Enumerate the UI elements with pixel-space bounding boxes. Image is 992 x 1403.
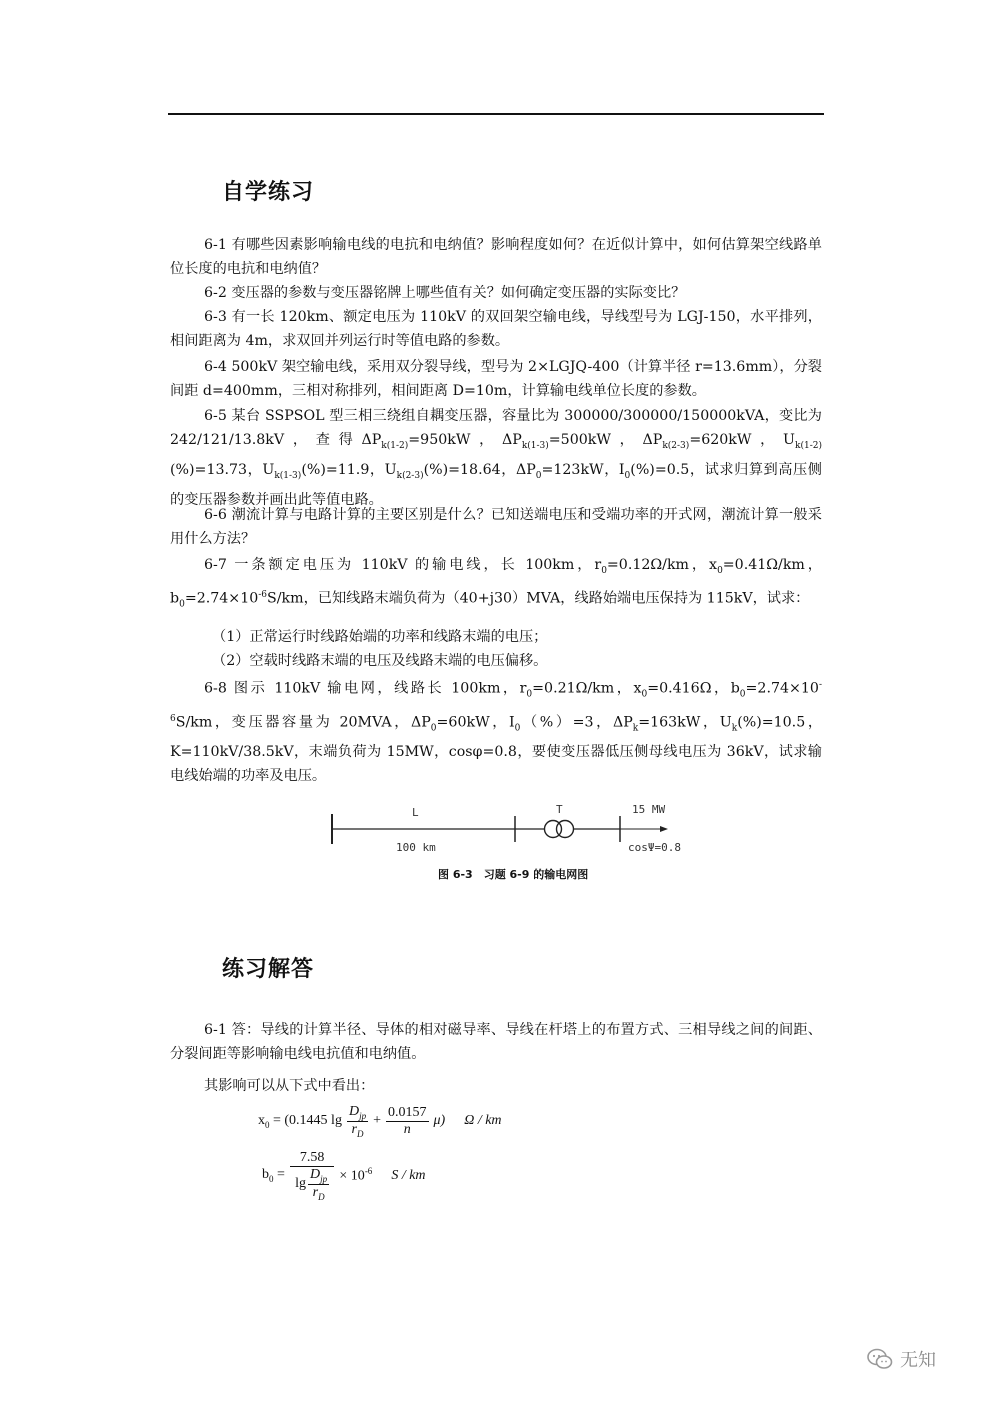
transmission-network-diagram	[320, 796, 700, 860]
question-6-6: 6-6 潮流计算与电路计算的主要区别是什么？已知送端电压和受端功率的开式网，潮流计算一般采用什么方法？	[170, 507, 822, 547]
wechat-icon	[866, 1347, 894, 1371]
question-6-7-part-1: （1）正常运行时线路始端的功率和线路末端的电压；	[212, 629, 548, 645]
formula-susceptance: $b_0$ = 7.58 lg $D_{jp}$ $r_D$ × $10^{-6}$ S / km	[262, 1150, 426, 1202]
transformer-winding-2	[557, 821, 574, 838]
question-6-1: 6-1 有哪些因素影响输电线的电抗和电纳值？影响程度如何？在近似计算中，如何估算架空线路单位长度的电抗和电纳值？	[170, 237, 822, 277]
answer-intro: 其影响可以从下式中看出：	[204, 1078, 375, 1094]
question-6-7: 6-7 一条额定电压为 110kV 的输电线，长 100km，$r_0=0.12\Omega/km$，$x_0=0.41\Omega/km$，$b_0=2.74\times 10^{-6}S/km$，已知线路末端负荷为（40+j30）MVA，线路始端电压保持为 115kV，试求：	[170, 557, 822, 610]
section-heading-answers: 练习解答	[222, 957, 315, 982]
question-6-2: 6-2 变压器的参数与变压器铭牌上哪些值有关？如何确定变压器的实际变比？	[204, 285, 686, 301]
question-6-4: 6-4 500kV 架空输电线，采用双分裂导线，型号为 2×LGJQ-400（计算半径 r=13.6mm），分裂间距 d=400mm，三相对称排列，相间距离 D=10m，计算输电线单位长度的参数。	[170, 359, 822, 399]
transformer-label: T	[556, 803, 563, 816]
figure-caption: 图 6-3 习题 6-9 的输电网图	[438, 868, 589, 881]
length-label: 100 km	[396, 841, 436, 854]
watermark-text: 无知	[900, 1350, 936, 1371]
section-heading-self-study: 自学练习	[222, 180, 315, 205]
watermark	[866, 1346, 936, 1372]
power-factor-label: cosΨ=0.8	[628, 841, 681, 854]
question-6-3: 6-3 有一长 120km、额定电压为 110kV 的双回架空输电线，导线型号为 LGJ-150，水平排列，相间距离为 4m，求双回并列运行时等值电路的参数。	[170, 309, 822, 349]
load-label: 15 MW	[632, 803, 666, 816]
question-6-8: 6-8 图示 110kV 输电网，线路长 100km，$r_0=0.21\Omega/km$，$x_0=0.416\Omega$，$b_0=2.74\times 10^{-6}S/km$，变压器容量为 20MVA，$\Delta P_0=60kW$，$I_0(\%)=3$，$\Delta P_k=163kW$，$U_k(\%)=10.5$，K=110kV/38.5kV，末端负荷为 15MW，cosφ=0.8，要使变压器低压侧母线电压为 36kV，试求输电线始端的功率及电压。	[170, 680, 823, 785]
question-6-5: 6-5 某台 SSPSOL 型三相三绕组自耦变压器，容量比为 300000/300000/150000kVA，变比为 242/121/13.8kV，查得$\Delta P_{k(1-2)}=950kW$，$\Delta P_{k(1-3)}=500kW$，$\Delta P_{k(2-3)}=620kW$，$U_{k(1-2)}(\%)=13.73$，$U_{k(1-3)}(\%)=11.9$，$U_{k(2-3)}(\%)=18.64$，$\Delta P_0=123kW$，$I_0(\%)=0.5$，试求归算到高压侧的变压器参数并画出此等值电路。	[170, 408, 822, 508]
line-label: L	[412, 806, 419, 819]
header-rule	[168, 113, 824, 115]
answer-6-1: 6-1 答：导线的计算半径、导体的相对磁导率、导线在杆塔上的布置方式、三相导线之间的间距、分裂间距等影响输电线电抗值和电纳值。	[170, 1022, 822, 1062]
question-6-7-part-2: （2）空载时线路末端的电压及线路末端的电压偏移。	[212, 653, 548, 669]
formula-reactance: $x_0 = (0.1445$ lg $D_{jp}$ $r_D$ + $\frac{0.0157}{n}$ μ) Ω / km	[258, 1104, 502, 1139]
